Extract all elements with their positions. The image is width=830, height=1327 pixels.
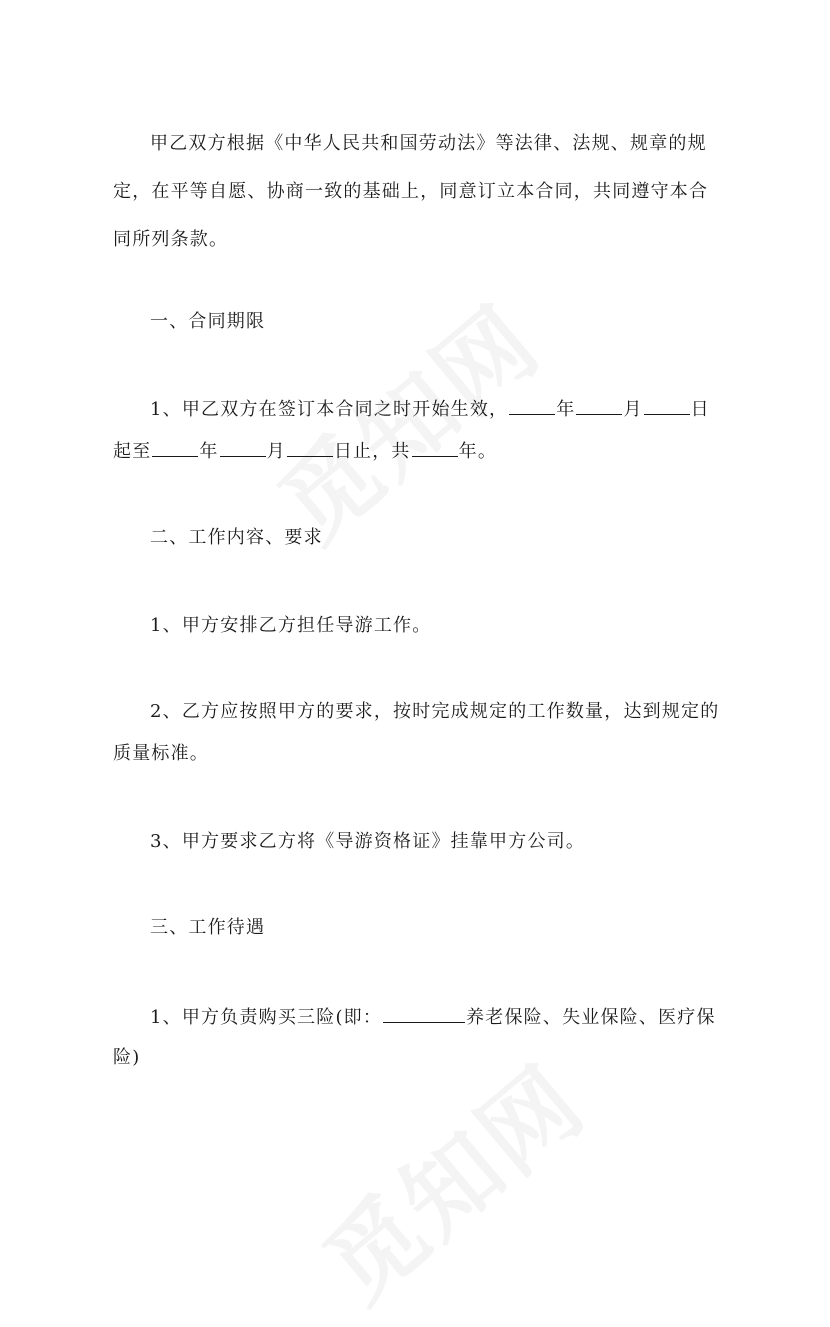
intro-line-2: 定，在平等自愿、协商一致的基础上，同意订立本合同，共同遵守本合	[113, 181, 709, 202]
work-item-1: 1、甲方安排乙方担任导游工作。	[150, 615, 432, 636]
month-label: 月	[266, 441, 286, 462]
work-item-2-line-2: 质量标准。	[113, 743, 209, 764]
day-label: 日	[690, 399, 710, 420]
section-heading-work: 二、工作内容、要求	[150, 527, 323, 548]
term-clause-line-2	[113, 438, 497, 464]
benefits-item-1-line-1	[150, 1004, 716, 1030]
intro-line-1: 甲乙双方根据《中华人民共和国劳动法》等法律、法规、规章的规	[150, 133, 707, 154]
insurance-types-text: 养老保险、失业保险、医疗保	[466, 1007, 716, 1028]
term-clause-text: 1、甲乙双方在签订本合同之时开始生效，	[150, 399, 509, 420]
start-month-blank	[576, 396, 622, 415]
term-clause-line-1	[150, 396, 710, 422]
year-label: 年	[199, 441, 219, 462]
start-year-blank	[509, 396, 555, 415]
intro-line-3: 同所列条款。	[113, 229, 229, 250]
end-month-blank	[220, 438, 266, 457]
day-total-label: 日止，共	[333, 441, 411, 462]
insurance-blank	[383, 1004, 465, 1023]
years-label: 年。	[458, 441, 498, 462]
start-day-blank	[644, 396, 690, 415]
work-item-3: 3、甲方要求乙方将《导游资格证》挂靠甲方公司。	[150, 831, 586, 852]
watermark	[291, 1030, 609, 1327]
insurance-text: 1、甲方负责购买三险(即：	[150, 1007, 383, 1028]
year-label: 年	[556, 399, 576, 420]
until-label: 起至	[113, 441, 152, 462]
month-label: 月	[623, 399, 643, 420]
benefits-item-1-line-2: 险)	[113, 1047, 141, 1068]
section-heading-benefits: 三、工作待遇	[150, 917, 266, 938]
work-item-2-line-1: 2、乙方应按照甲方的要求，按时完成规定的工作数量，达到规定的	[150, 701, 720, 722]
section-heading-term: 一、合同期限	[150, 311, 266, 332]
total-years-blank	[412, 438, 458, 457]
end-day-blank	[287, 438, 333, 457]
end-year-blank	[152, 438, 198, 457]
